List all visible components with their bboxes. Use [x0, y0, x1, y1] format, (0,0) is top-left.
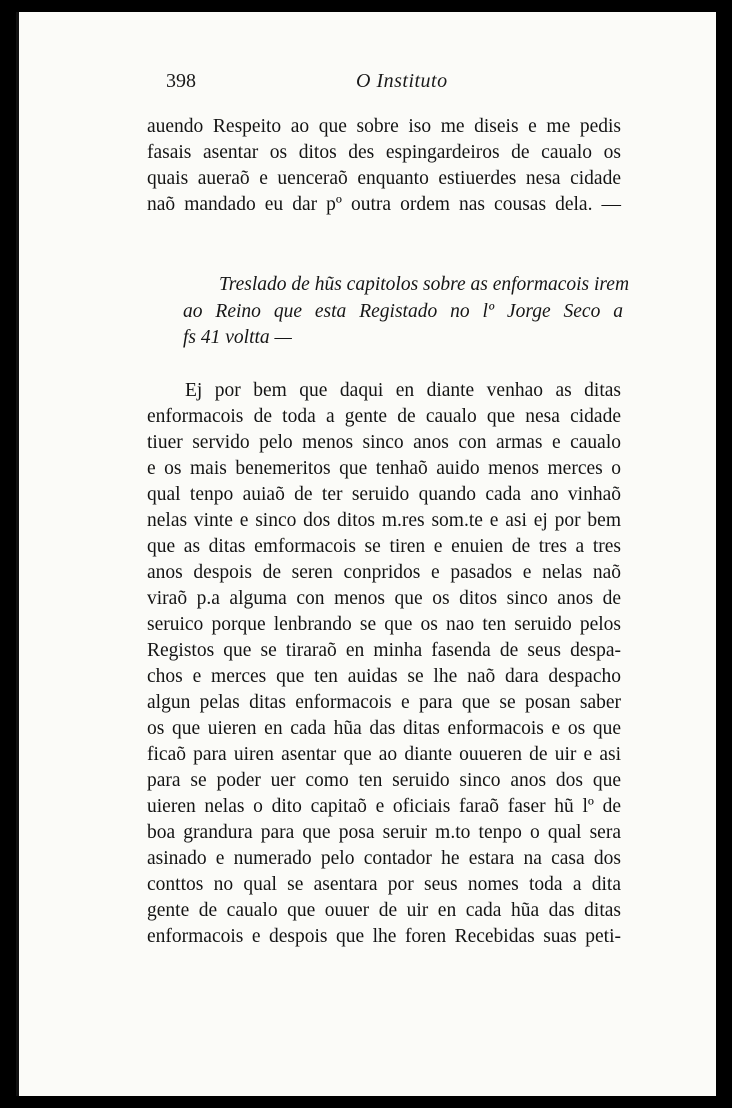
text-line: enformacois de toda a gente de caualo que nesa cidade [147, 406, 621, 427]
heading-line: Treslado de hũs capitolos sobre as enformacois irem [219, 274, 630, 295]
text-line: ficaõ para uiren asentar que ao diante ouueren de uir e asi [147, 744, 621, 765]
page-number: 398 [166, 70, 196, 92]
text-line: fasais asentar os ditos des espingardeiros de caualo os [147, 142, 621, 163]
text-line: asinado e numerado pelo contador he estara na casa dos [147, 848, 621, 869]
text-line: que as ditas emformacois se tiren e enuien de tres a tres [147, 536, 621, 557]
text-line: os que uieren en cada hũa das ditas enformacois e os que [147, 718, 621, 739]
text-line: chos e merces que ten auidas se lhe naõ dara despacho [147, 666, 621, 687]
text-line: enformacois e despois que lhe foren Recebidas suas peti- [147, 926, 621, 947]
text-line: conttos no qual se asentara por seus nomes toda a dita [147, 874, 621, 895]
page-header [166, 70, 646, 100]
text-line: qual tenpo auiaõ de ter seruido quando cada ano vinhaõ [147, 484, 621, 505]
text-line: Registos que se tiraraõ en minha fasenda de seus despa- [147, 640, 621, 661]
text-line: para se poder uer como ten seruido sinco anos dos que [147, 770, 621, 791]
paragraph-1 [147, 114, 621, 218]
text-line: quais aueraõ e uenceraõ enquanto estiuerdes nesa cidade [147, 168, 621, 189]
text-line: gente de caualo que ouuer de uir en cada hũa das ditas [147, 900, 621, 921]
text-line: algun pelas ditas enformacois e para que se posan saber [147, 692, 621, 713]
text-line: uieren nelas o dito capitaõ e oficiais faraõ faser hũ lº de [147, 796, 621, 817]
paragraph-2 [147, 378, 621, 950]
heading-line: fs 41 voltta — [183, 327, 292, 348]
text-line: naõ mandado eu dar pº outra ordem nas cousas dela. — [147, 194, 621, 215]
text-line: auendo Respeito ao que sobre iso me diseis e me pedis [147, 116, 621, 137]
text-line: e os mais benemeritos que tenhaõ auido menos merces o [147, 458, 621, 479]
text-line: nelas vinte e sinco dos ditos m.res som.te e asi ej por bem [147, 510, 621, 531]
heading-line: ao Reino que esta Registado no lº Jorge Seco a [183, 300, 623, 322]
text-line: Ej por bem que daqui en diante venhao as ditas [185, 380, 621, 401]
text-line: tiuer servido pelo menos sinco anos con armas e caualo [147, 432, 621, 453]
text-line: anos despois de seren conpridos e pasados e nelas naõ [147, 562, 621, 583]
text-line: boa grandura para que posa seruir m.to tenpo o qual sera [147, 822, 621, 843]
text-line: viraõ p.a alguma con menos que os ditos sinco anos de [147, 588, 621, 609]
text-line: seruico porque lenbrando se que os nao ten seruido pelos [147, 614, 621, 635]
section-heading [183, 272, 630, 352]
running-title: O Instituto [356, 70, 448, 92]
